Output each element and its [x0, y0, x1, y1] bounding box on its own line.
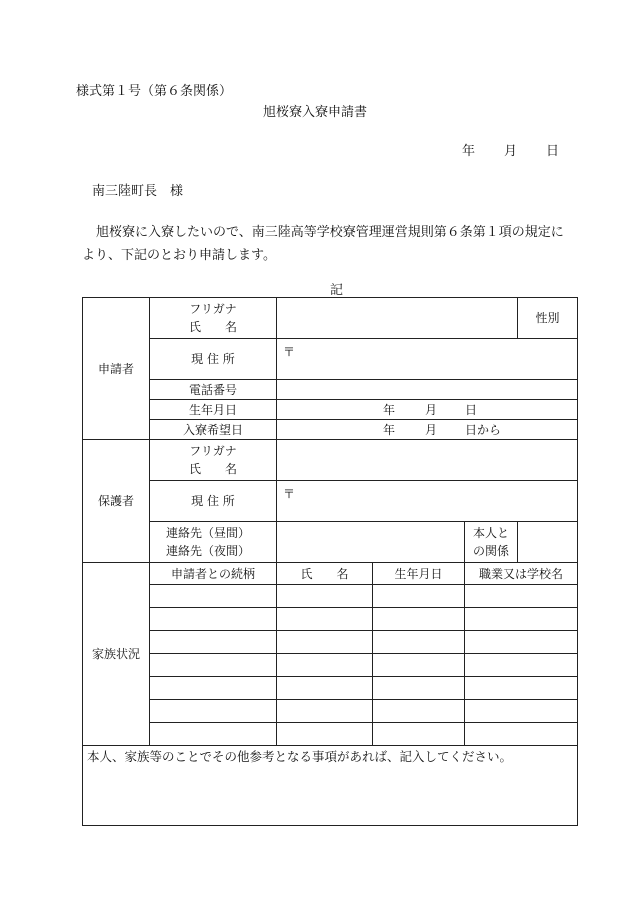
date-year-label: 年: [462, 144, 476, 159]
applicant-address-field[interactable]: [277, 339, 578, 380]
remarks-instruction: 本人、家族等のことでその他参考となる事項があれば、記入してください。: [87, 749, 513, 764]
family-cell[interactable]: [277, 608, 373, 631]
relation-line-2: の関係: [473, 544, 510, 558]
guardian-section-label: 保護者: [83, 440, 150, 563]
family-cell[interactable]: [465, 700, 578, 723]
family-cell[interactable]: [373, 585, 465, 608]
family-row: [83, 723, 578, 746]
birth-year-label: 年: [383, 402, 396, 417]
family-cell[interactable]: [150, 654, 277, 677]
family-cell[interactable]: [465, 608, 578, 631]
family-cell[interactable]: [373, 631, 465, 654]
postal-mark-icon: 〒: [283, 345, 296, 359]
family-cell[interactable]: [373, 723, 465, 746]
family-header-occupation: 職業又は学校名: [465, 563, 578, 585]
family-cell[interactable]: [465, 677, 578, 700]
family-cell[interactable]: [373, 677, 465, 700]
remarks-field[interactable]: [83, 746, 578, 826]
relation-field[interactable]: [518, 522, 578, 563]
applicant-birthdate-field[interactable]: [277, 400, 578, 420]
family-row: [83, 608, 578, 631]
form-number: 様式第１号（第６条関係）: [76, 84, 233, 99]
statement-line-2: より、下記のとおり申請します。: [82, 248, 276, 263]
application-statement: [82, 221, 582, 267]
date-month-label: 月: [504, 144, 518, 159]
entry-day-label: 日から: [465, 422, 502, 437]
application-form-table: [82, 297, 578, 826]
date-day-label: 日: [546, 144, 560, 159]
guardian-furigana-label: フリガナ: [189, 444, 237, 458]
statement-line-1: 旭桜寮に入寮したいので、南三陸高等学校寮管理運営規則第６条第１項の規定に: [96, 225, 564, 240]
family-cell[interactable]: [150, 608, 277, 631]
relation-label: [465, 522, 518, 563]
entry-date-field[interactable]: [277, 420, 578, 440]
guardian-name-field[interactable]: [277, 440, 578, 481]
family-cell[interactable]: [150, 631, 277, 654]
guardian-name-text: 氏 名: [188, 462, 237, 476]
family-section-label: 家族状況: [83, 563, 150, 746]
applicant-furigana-label: フリガナ: [189, 302, 237, 316]
family-row: [83, 654, 578, 677]
relation-line-1: 本人と: [473, 526, 510, 540]
contact-night-label: 連絡先（夜間）: [166, 544, 251, 558]
family-cell[interactable]: [465, 585, 578, 608]
family-cell[interactable]: [465, 631, 578, 654]
applicant-phone-label: 電話番号: [150, 380, 277, 400]
family-cell[interactable]: [277, 654, 373, 677]
entry-year-label: 年: [383, 422, 396, 437]
document-title: 旭桜寮入寮申請書: [262, 105, 367, 120]
family-cell[interactable]: [277, 700, 373, 723]
family-cell[interactable]: [150, 700, 277, 723]
family-header-relation: 申請者との続柄: [150, 563, 277, 585]
guardian-contact-field[interactable]: [277, 522, 465, 563]
family-cell[interactable]: [277, 723, 373, 746]
guardian-name-label: [150, 440, 277, 481]
submission-date: [462, 140, 559, 159]
family-cell[interactable]: [277, 585, 373, 608]
family-cell[interactable]: [373, 700, 465, 723]
applicant-phone-field[interactable]: [277, 380, 578, 400]
ki-heading: 記: [330, 283, 344, 298]
guardian-address-label: 現 住 所: [150, 481, 277, 522]
addressee: 南三陸町長 様: [92, 184, 184, 199]
family-cell[interactable]: [465, 654, 578, 677]
entry-month-label: 月: [425, 422, 438, 437]
contact-day-label: 連絡先（昼間）: [166, 526, 251, 540]
applicant-section-label: 申請者: [83, 298, 150, 440]
family-cell[interactable]: [277, 677, 373, 700]
family-cell[interactable]: [373, 608, 465, 631]
family-cell[interactable]: [150, 585, 277, 608]
birth-day-label: 日: [465, 402, 478, 417]
birth-month-label: 月: [425, 402, 438, 417]
applicant-birthdate-label: 生年月日: [150, 400, 277, 420]
family-row: [83, 585, 578, 608]
family-row: [83, 700, 578, 723]
gender-label: 性別: [518, 298, 578, 339]
applicant-name-field[interactable]: [277, 298, 518, 339]
guardian-contact-labels: [150, 522, 277, 563]
family-header-birthdate: 生年月日: [373, 563, 465, 585]
family-row: [83, 677, 578, 700]
postal-mark-icon: 〒: [283, 487, 296, 501]
guardian-address-field[interactable]: [277, 481, 578, 522]
entry-date-label: 入寮希望日: [150, 420, 277, 440]
applicant-name-text: 氏 名: [188, 320, 237, 334]
family-cell[interactable]: [373, 654, 465, 677]
family-row: [83, 631, 578, 654]
family-cell[interactable]: [277, 631, 373, 654]
applicant-name-label: [150, 298, 277, 339]
family-cell[interactable]: [150, 723, 277, 746]
family-cell[interactable]: [465, 723, 578, 746]
applicant-address-label: 現 住 所: [150, 339, 277, 380]
family-cell[interactable]: [150, 677, 277, 700]
family-header-name: 氏 名: [277, 563, 373, 585]
